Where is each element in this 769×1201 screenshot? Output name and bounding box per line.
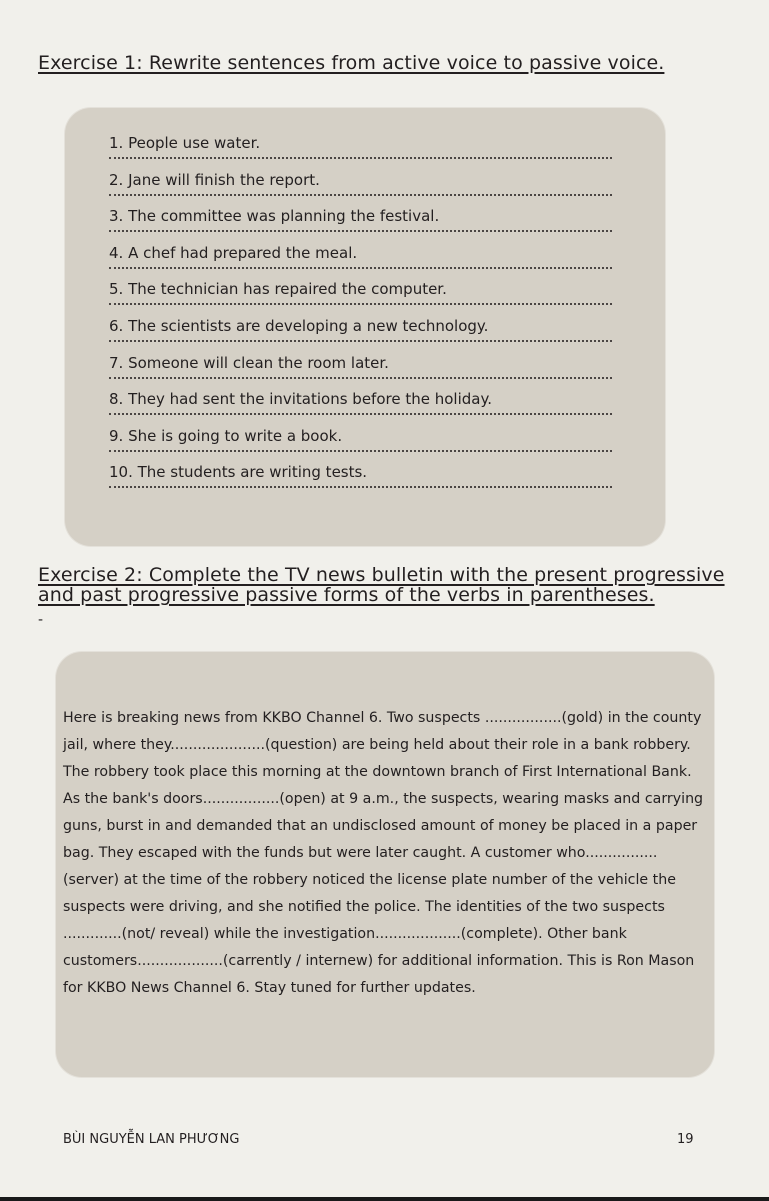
question-text: 4. A chef had prepared the meal. (109, 243, 358, 262)
question-item (109, 130, 612, 167)
question-text: 7. Someone will clean the room later. (109, 353, 389, 372)
news-bulletin-paragraph: Here is breaking news from KKBO Channel 6. Two suspects .................(gold) in the county jail, where they.....................(question) are being held about their role in a bank robbery. The robbery took place this morning at the downtown branch of First International Bank. As the bank's doors.................(open) at 9 a.m., the suspects, wearing masks and carrying guns, burst in and demanded that an undisclosed amount of money be placed in a paper bag. They escaped with the funds but were later caught. A customer who................(server) at the time of the robbery noticed the license plate number of the vehicle the suspects were driving, and she notified the police. The identities of the two suspects .............(not/ reveal) while the investigation...................(complete). Other bank customers...................(carrently / internew) for additional information. This is Ron Mason for KKBO News Channel 6. Stay tuned for further updates. (63, 710, 704, 996)
question-item (109, 167, 612, 204)
answer-line[interactable] (109, 267, 612, 269)
question-text: 5. The technician has repaired the computer. (109, 280, 447, 299)
answer-line[interactable] (109, 303, 612, 305)
answer-line[interactable] (109, 377, 612, 379)
answer-line[interactable] (109, 450, 612, 452)
answer-line[interactable] (109, 194, 612, 196)
question-text: 9. She is going to write a book. (109, 426, 343, 445)
bottom-rule (0, 1197, 769, 1201)
answer-line[interactable] (109, 230, 612, 232)
question-text: 3. The committee was planning the festival. (109, 207, 440, 226)
exercise-2-title: Exercise 2: Complete the TV news bulletin with the present progressive and past progressive passive forms of the verbs in parentheses. (38, 564, 725, 606)
dash-mark: - (38, 612, 44, 628)
answer-line[interactable] (109, 486, 612, 488)
question-item (109, 350, 612, 387)
footer-author: BÙI NGUYỄN LAN PHƯƠNG (63, 1132, 240, 1147)
question-text: 2. Jane will finish the report. (109, 170, 320, 189)
answer-line[interactable] (109, 413, 612, 415)
question-text: 6. The scientists are developing a new technology. (109, 316, 489, 335)
answer-line[interactable] (109, 157, 612, 159)
question-text: 1. People use water. (109, 134, 261, 152)
question-item (109, 423, 612, 460)
question-item (109, 276, 612, 313)
answer-line[interactable] (109, 340, 612, 342)
question-text: 10. The students are writing tests. (109, 463, 368, 482)
question-item (109, 240, 612, 277)
question-text: 8. They had sent the invitations before the holiday. (109, 390, 492, 409)
question-item (109, 313, 612, 350)
page-number: 19 (677, 1132, 694, 1147)
exercise-1-question-list (109, 130, 612, 496)
question-item (109, 203, 612, 240)
exercise-1-title: Exercise 1: Rewrite sentences from active voice to passive voice. (38, 52, 665, 74)
question-item (109, 459, 612, 496)
question-item (109, 386, 612, 423)
